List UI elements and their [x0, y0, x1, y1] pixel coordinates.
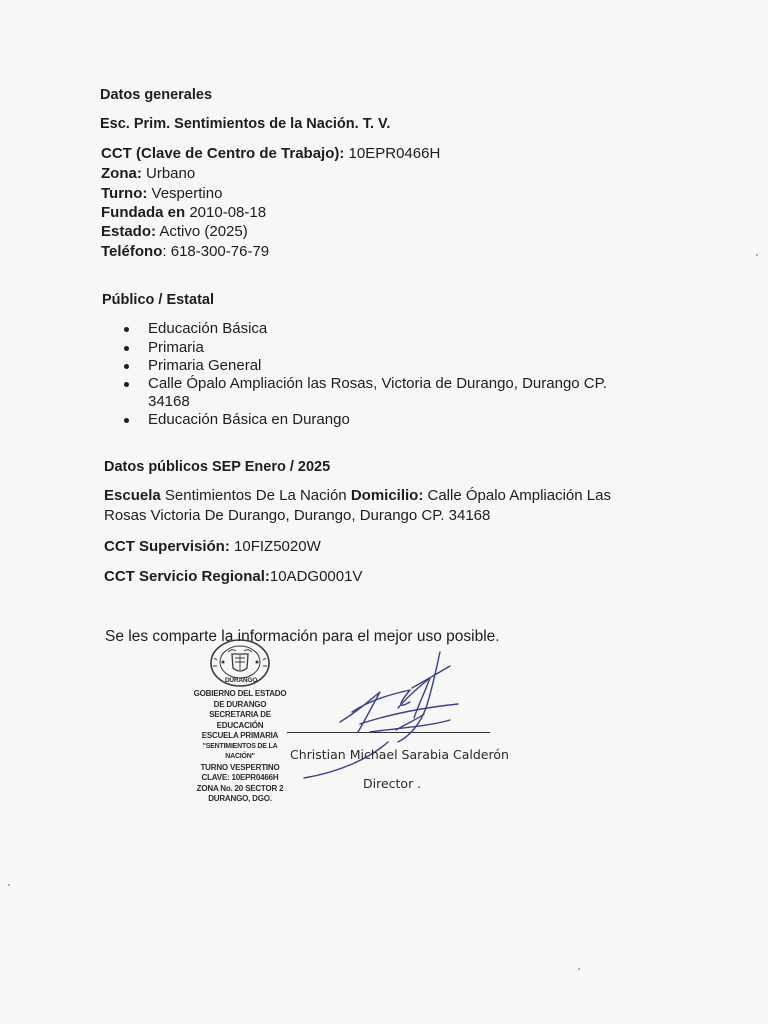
stamp-line: CLAVE: 10EPR0466H — [201, 773, 279, 782]
list-item-text: 34168 — [148, 393, 190, 410]
escuela-value: Sentimientos De La Nación — [160, 487, 351, 504]
domicilio-value-continued: Rosas Victoria De Durango, Durango, Durango CP. 34168 — [104, 507, 491, 524]
bullet-icon — [124, 418, 129, 423]
supervision-label: CCT Supervisión: — [104, 538, 230, 555]
stamp-line: "SENTIMIENTOS DE LA NACIÓN" — [202, 742, 278, 760]
official-stamp-text — [188, 689, 292, 805]
bullet-icon — [124, 346, 129, 351]
escuela-domicilio-line-1 — [104, 486, 611, 505]
section-heading-datos-generales: Datos generales — [100, 87, 213, 103]
stamp-line: DURANGO, DGO. — [208, 794, 272, 803]
fundada-line — [101, 203, 266, 222]
turno-line — [101, 184, 222, 203]
cct-regional-line — [104, 567, 362, 586]
list-item-text: Calle Ópalo Ampliación las Rosas, Victoria de Durango, Durango CP. — [148, 375, 607, 392]
regional-value: 10ADG0001V — [269, 568, 363, 585]
estado-line — [101, 222, 248, 241]
escuela-label: Escuela — [104, 487, 161, 504]
bullet-icon — [124, 327, 129, 332]
stamp-line: DE DURANGO — [213, 699, 267, 709]
scan-speck — [8, 884, 10, 886]
signatory-title: Director . — [363, 776, 422, 791]
list-item — [148, 356, 261, 375]
turno-value: Vespertino — [147, 185, 223, 202]
stamp-line: TURNO VESPERTINO — [200, 762, 280, 772]
supervision-value: 10FIZ5020W — [229, 538, 321, 555]
bullet-icon — [124, 364, 129, 369]
zona-value: Urbano — [141, 165, 196, 182]
section-heading-publico-estatal: Público / Estatal — [102, 292, 214, 308]
list-item-continuation — [148, 392, 190, 411]
school-name: Esc. Prim. Sentimientos de la Nación. T. V. — [100, 116, 391, 132]
stamp-line: ESCUELA PRIMARIA — [201, 731, 279, 740]
telefono-label: Teléfono — [101, 243, 163, 260]
zona-line — [101, 164, 195, 183]
estado-label: Estado: — [101, 223, 157, 240]
domicilio-label: Domicilio: — [350, 487, 424, 504]
list-item-text: Primaria — [148, 339, 204, 356]
fundada-label: Fundada en — [101, 204, 186, 221]
seal-ring-text: DURANGO — [224, 677, 258, 684]
stamp-line: ZONA No. 20 SECTOR 2 — [196, 783, 284, 793]
closing-sentence: Se les comparte la información para el mejor uso posible. — [105, 628, 500, 645]
list-item-text: Educación Básica en Durango — [148, 411, 350, 428]
escuela-domicilio-line-2 — [104, 506, 490, 525]
signatory-name: Christian Michael Sarabia Calderón — [290, 747, 509, 762]
estado-value: Activo (2025) — [156, 223, 248, 240]
list-item-text: Educación Básica — [148, 320, 268, 337]
scan-speck — [578, 968, 580, 970]
cct-label: CCT (Clave de Centro de Trabajo): — [101, 145, 345, 162]
zona-label: Zona: — [101, 165, 142, 182]
turno-label: Turno: — [101, 185, 148, 202]
telefono-line — [101, 242, 269, 261]
stamp-line: SECRETARIA DE EDUCACIÓN — [209, 710, 271, 730]
cct-value: 10EPR0466H — [344, 145, 441, 162]
stamp-line: GOBIERNO DEL ESTADO — [193, 689, 287, 698]
list-item-text: Primaria General — [148, 357, 262, 374]
regional-label: CCT Servicio Regional: — [104, 568, 270, 585]
list-item — [148, 374, 607, 393]
fundada-value: 2010-08-18 — [185, 204, 267, 221]
list-item — [148, 338, 204, 357]
list-item — [148, 319, 267, 338]
domicilio-value: Calle Ópalo Ampliación Las — [423, 487, 611, 504]
bullet-icon — [124, 382, 129, 387]
cct-line — [101, 144, 440, 163]
scan-speck — [756, 254, 758, 256]
cct-supervision-line — [104, 537, 321, 556]
list-item — [148, 410, 350, 429]
section-heading-datos-sep: Datos públicos SEP Enero / 2025 — [104, 459, 331, 475]
telefono-value: : 618-300-76-79 — [162, 243, 270, 260]
